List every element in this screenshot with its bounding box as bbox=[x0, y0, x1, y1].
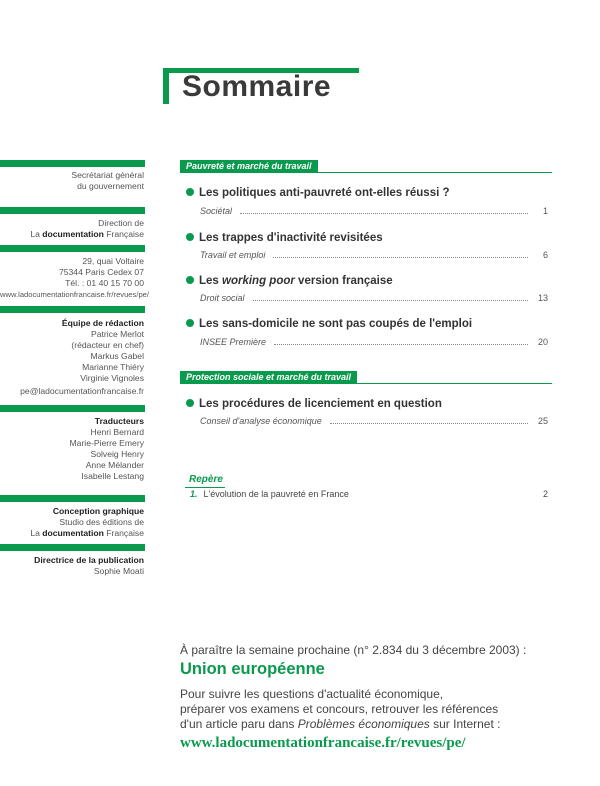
sidebar-directrice bbox=[0, 555, 144, 577]
article-title-text: Les procédures de licenciement en question bbox=[199, 398, 442, 410]
promo-text-part: sur Internet : bbox=[429, 717, 501, 731]
article-source: Conseil d'analyse économique bbox=[200, 416, 322, 426]
dot-leader bbox=[253, 300, 528, 301]
sidebar-direction bbox=[0, 218, 144, 240]
dot-leader bbox=[240, 213, 528, 214]
repere-rule bbox=[185, 487, 225, 488]
equipe-member: Patrice Merlot bbox=[90, 329, 144, 339]
announce-line: À paraître la semaine prochaine (n° 2.834 du 3 décembre 2003) : bbox=[180, 643, 527, 657]
page-number: 2 bbox=[542, 489, 548, 499]
page-title: Sommaire bbox=[182, 70, 332, 103]
directrice-name: Sophie Moati bbox=[93, 566, 144, 576]
traducteur: Anne Mélander bbox=[85, 460, 144, 470]
dot-leader bbox=[273, 257, 528, 258]
toc-entry[interactable] bbox=[200, 293, 548, 303]
bullet-icon bbox=[186, 188, 194, 196]
sidebar-divider bbox=[0, 544, 145, 551]
equipe-member: Marianne Thiéry bbox=[82, 362, 144, 372]
equipe-member: (rédacteur en chef) bbox=[71, 340, 144, 350]
article-source: INSEE Première bbox=[200, 337, 267, 347]
article-source: Travail et emploi bbox=[200, 250, 266, 260]
publisher-fr: Française bbox=[106, 528, 144, 538]
publisher-la: La bbox=[30, 528, 40, 538]
promo-line bbox=[180, 717, 500, 732]
bullet-icon bbox=[186, 276, 194, 284]
article-title[interactable] bbox=[186, 187, 450, 199]
article-title-emphasis: working poor bbox=[222, 275, 295, 287]
publication-name: Problèmes économiques bbox=[297, 717, 430, 731]
direction-publisher bbox=[0, 229, 144, 240]
article-title[interactable] bbox=[186, 275, 393, 287]
equipe-member: Virginie Vignoles bbox=[80, 373, 144, 383]
section-label: Pauvreté et marché du travail bbox=[180, 160, 318, 173]
traducteur: Solveig Henry bbox=[90, 449, 144, 459]
promo-line: Pour suivre les questions d'actualité économique, bbox=[180, 687, 444, 701]
publisher-la: La bbox=[30, 229, 40, 239]
sidebar-divider bbox=[0, 207, 145, 214]
bullet-icon bbox=[186, 233, 194, 241]
toc-entry[interactable] bbox=[200, 206, 548, 216]
page-number: 6 bbox=[542, 250, 548, 260]
title-mark bbox=[163, 68, 169, 104]
directrice-heading: Directrice de la publication bbox=[34, 555, 144, 565]
publisher-fr: Française bbox=[106, 229, 144, 239]
toc-entry[interactable] bbox=[200, 250, 548, 260]
traducteurs-heading: Traducteurs bbox=[94, 416, 144, 426]
section-rule bbox=[180, 383, 552, 384]
repere-number: 1. bbox=[190, 489, 198, 499]
toc-entry[interactable] bbox=[200, 416, 548, 426]
section-label: Protection sociale et marché du travail bbox=[180, 371, 357, 384]
page-number: 25 bbox=[537, 416, 548, 426]
equipe-member: Markus Gabel bbox=[90, 351, 144, 361]
spacer bbox=[349, 489, 543, 499]
sidebar-email[interactable] bbox=[0, 386, 144, 397]
sidebar-conception bbox=[0, 506, 144, 539]
address-line: 75344 Paris Cedex 07 bbox=[58, 267, 144, 277]
sidebar-address bbox=[0, 256, 149, 300]
promo-text-part: d'un article paru dans bbox=[180, 717, 298, 731]
conception-line: Studio des éditions de bbox=[59, 517, 144, 527]
dot-leader bbox=[274, 344, 528, 345]
publisher-doc: documentation bbox=[42, 229, 104, 239]
repere-heading: Repère bbox=[189, 474, 223, 485]
article-title[interactable] bbox=[186, 398, 442, 410]
promo-line: préparer vos examens et concours, retrouver les références bbox=[180, 702, 499, 716]
sidebar-divider bbox=[0, 306, 145, 313]
section-rule bbox=[180, 172, 552, 173]
article-title-text: Les sans-domicile ne sont pas coupés de l'emploi bbox=[199, 318, 473, 330]
website-link[interactable]: www.ladocumentationfrancaise.fr/revues/pe/ bbox=[0, 290, 149, 299]
article-title-text: Les bbox=[199, 275, 223, 287]
page-number: 20 bbox=[537, 337, 548, 347]
email-link[interactable]: pe@ladocumentationfrancaise.fr bbox=[20, 386, 144, 396]
article-title-text: Les politiques anti-pauvreté ont-elles réussi ? bbox=[199, 187, 450, 199]
traducteur: Marie-Pierre Emery bbox=[69, 438, 144, 448]
bullet-icon bbox=[186, 319, 194, 327]
sidebar-divider bbox=[0, 405, 145, 412]
article-title[interactable] bbox=[186, 318, 472, 330]
secretariat-line: Secrétariat général bbox=[71, 170, 144, 180]
repere-item[interactable] bbox=[190, 489, 548, 499]
secretariat-line: du gouvernement bbox=[77, 181, 144, 191]
toc-entry[interactable] bbox=[200, 337, 548, 347]
article-title[interactable] bbox=[186, 232, 383, 244]
sidebar-divider bbox=[0, 245, 145, 252]
conception-heading: Conception graphique bbox=[52, 506, 144, 516]
article-source: Droit social bbox=[200, 293, 245, 303]
page-number: 1 bbox=[542, 206, 548, 216]
phone-line: Tél. : 01 40 15 70 00 bbox=[65, 278, 144, 288]
sidebar-traducteurs bbox=[0, 416, 144, 482]
repere-text: L'évolution de la pauvreté en France bbox=[203, 489, 349, 499]
traducteur: Henri Bernard bbox=[90, 427, 144, 437]
equipe-heading: Équipe de rédaction bbox=[61, 318, 144, 328]
sidebar-divider bbox=[0, 160, 145, 167]
sidebar-divider bbox=[0, 495, 145, 502]
sidebar-equipe bbox=[0, 318, 144, 384]
bullet-icon bbox=[186, 399, 194, 407]
direction-line: Direction de bbox=[98, 218, 144, 228]
page-number: 13 bbox=[537, 293, 548, 303]
article-title-text: version française bbox=[294, 275, 393, 287]
address-line: 29, quai Voltaire bbox=[82, 256, 144, 266]
promo-text bbox=[180, 687, 500, 732]
publisher-doc: documentation bbox=[42, 528, 104, 538]
next-issue-title: Union européenne bbox=[180, 660, 325, 678]
dot-leader bbox=[330, 423, 528, 424]
conception-publisher bbox=[0, 528, 144, 539]
traducteur: Isabelle Lestang bbox=[81, 471, 144, 481]
sidebar-secretariat bbox=[0, 170, 144, 192]
article-source: Sociétal bbox=[200, 206, 233, 216]
website-url-link[interactable]: www.ladocumentationfrancaise.fr/revues/pe/ bbox=[180, 735, 466, 751]
article-title-text: Les trappes d'inactivité revisitées bbox=[199, 232, 383, 244]
